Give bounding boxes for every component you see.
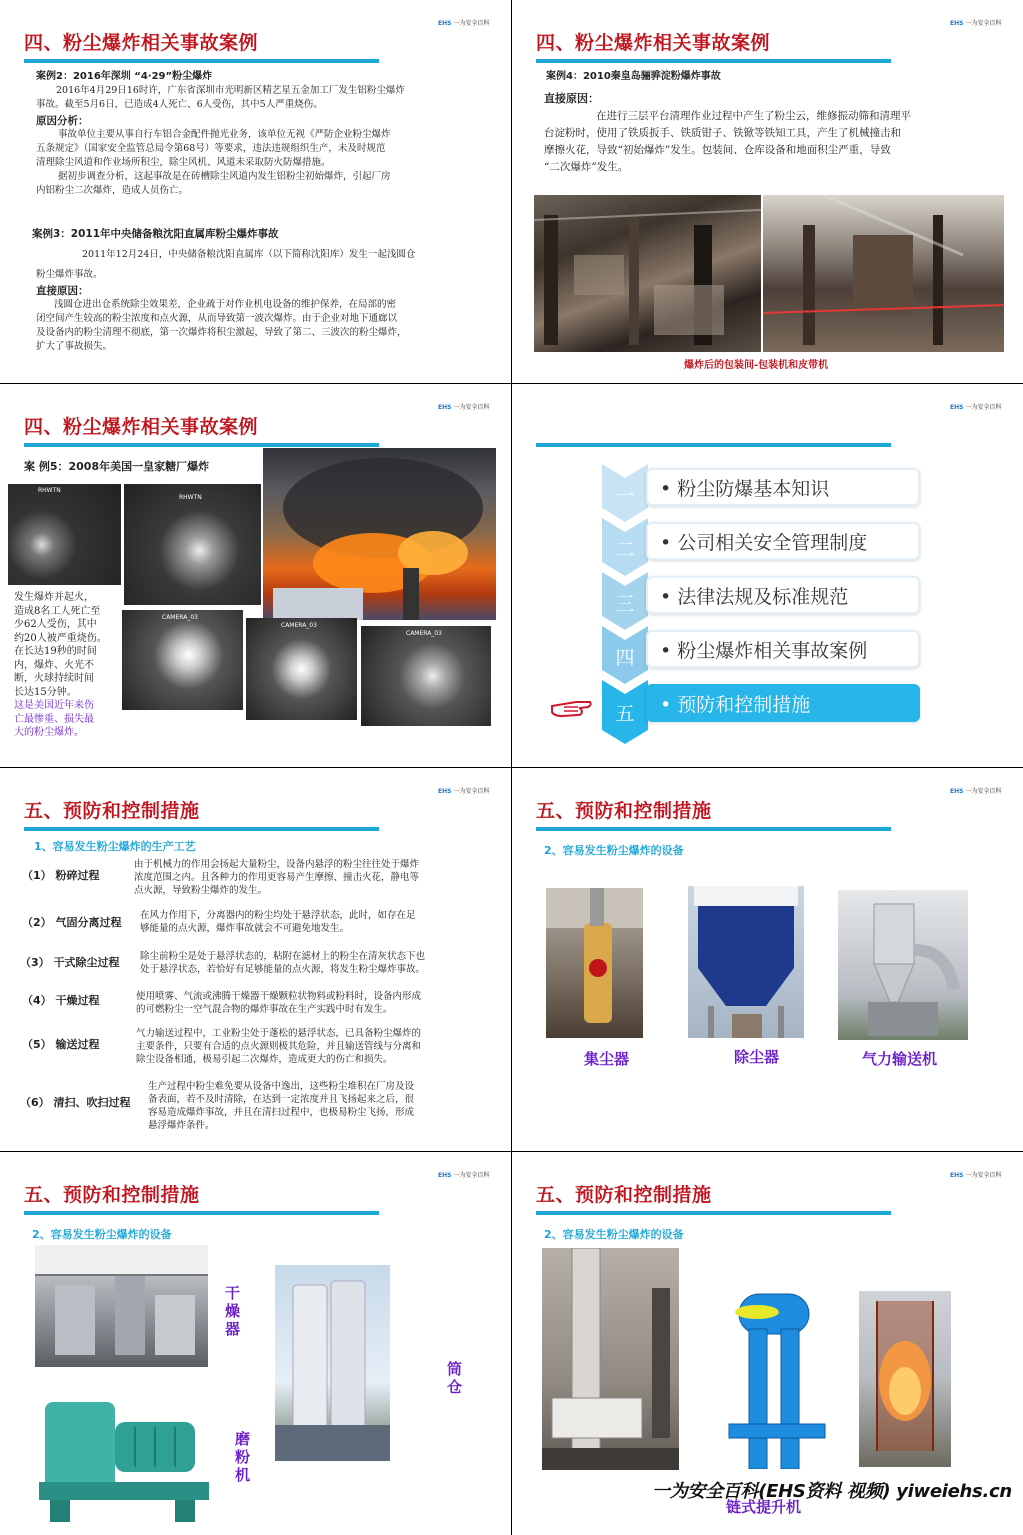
- mill-illustration: [35, 1382, 213, 1522]
- case5-highlight: 这是美国近年来伤: [14, 700, 94, 711]
- logo-mark: EHS: [950, 20, 964, 27]
- cctv-frame: [246, 618, 357, 720]
- agenda-number: 一: [615, 485, 635, 507]
- body-line: 摩擦火花，导致“初始爆炸”发生。包装间、仓库设备和地面积尘严重，导致: [544, 144, 891, 156]
- process-desc: [134, 858, 419, 897]
- title-underline: [24, 827, 379, 831]
- body-line: “二次爆炸”发生。: [544, 161, 629, 173]
- case3-line: 粉尘爆炸事故。: [36, 269, 103, 280]
- fire-illustration: [263, 448, 496, 620]
- section-subtitle: 2、容易发生粉尘爆炸的设备: [32, 1228, 172, 1241]
- cctv-frame: [8, 484, 121, 585]
- silo-illustration: [275, 1265, 390, 1461]
- chain-elevator-illustration: [709, 1274, 842, 1469]
- slide-title: 四、粉尘爆炸相关事故案例: [24, 416, 259, 438]
- equipment-label: 除尘器: [734, 1048, 780, 1066]
- process-label: （6） 清扫、吹扫过程: [20, 1096, 131, 1109]
- cctv-label: CAMERA_03: [281, 622, 317, 629]
- slide-8: [512, 1152, 1023, 1535]
- title-underline: [536, 443, 891, 447]
- equipment-label: 集尘器: [584, 1050, 630, 1068]
- slide-6: [512, 768, 1023, 1151]
- section-subtitle: 1、容易发生粉尘爆炸的生产工艺: [34, 840, 196, 853]
- slide-title: 四、粉尘爆炸相关事故案例: [24, 32, 259, 54]
- section-subtitle: 2、容易发生粉尘爆炸的设备: [544, 1228, 684, 1241]
- process-label: （5） 输送过程: [22, 1038, 100, 1051]
- case2-title: 案例2：2016年深圳 “4·29”粉尘爆炸: [36, 71, 213, 82]
- analysis-line: 五条规定》（国家安全监管总局令第68号）等要求，违法违规组织生产，未及时规范: [36, 143, 386, 154]
- slide-title: 五、预防和控制措施: [536, 1184, 712, 1206]
- direct-line: 浅圆仓进出仓系统除尘效果差，企业疏于对作业机电设备的维护保养，在局部的密: [54, 299, 397, 310]
- case5-text: [14, 591, 107, 740]
- logo-mark: EHS: [438, 788, 452, 795]
- agenda-item-1[interactable]: • 粉尘防爆基本知识: [646, 468, 920, 506]
- logo-text: 一为安全百科: [453, 20, 490, 27]
- process-desc-line: 浓度范围之内。且各种力的作用更容易产生摩擦、撞击火花，静电等: [134, 872, 420, 883]
- analysis-line: 事故单位主要从事自行车铝合金配件抛光业务，该单位无视《严防企业粉尘爆炸: [58, 129, 391, 140]
- analysis-line: 清理除尘风道和作业场所积尘，除尘风机、风道未采取防火防爆措施。: [36, 157, 331, 168]
- ehs-logo: [438, 18, 489, 27]
- cyclone-illustration: [838, 890, 968, 1040]
- case5-line: 在长达19秒的时间: [14, 646, 97, 657]
- cctv-label: CAMERA_03: [162, 614, 198, 621]
- cctv-frame: [361, 626, 491, 726]
- direct-label: 直接原因：: [36, 285, 89, 297]
- case5-highlight: 亡最惨重、损失最: [14, 713, 94, 725]
- agenda-item-3[interactable]: • 法律法规及标准规范: [646, 576, 920, 614]
- slide-title: 五、预防和控制措施: [24, 1184, 200, 1206]
- cctv-frame: [122, 610, 243, 710]
- process-desc: [136, 990, 421, 1016]
- case5-line: 内，爆炸、火光不: [14, 659, 94, 671]
- process-label: （1） 粉碎过程: [22, 869, 100, 882]
- slide-title: 五、预防和控制措施: [536, 800, 712, 822]
- case2-line: 2016年4月29日16时许，广东省深圳市光明新区精艺星五金加工厂发生铝粉尘爆炸: [56, 85, 405, 96]
- bucket-elevator-illustration: [542, 1248, 679, 1470]
- case3-title: 案例3：2011年中央储备粮沈阳直属库粉尘爆炸事故: [32, 228, 279, 240]
- direct-line: 及设备内的粉尘清理不彻底，第一次爆炸将积尘激起，导致了第二、三波次的粉尘爆炸，: [36, 327, 407, 338]
- process-desc: [140, 909, 416, 935]
- process-desc-line: 处于悬浮状态，若恰好有足够能量的点火源，将发生粉尘爆炸事故。: [140, 964, 426, 975]
- logo-mark: EHS: [950, 1172, 964, 1179]
- logo-text: 一为安全百科: [965, 788, 1002, 795]
- ehs-logo: [950, 402, 1001, 411]
- process-desc-line: 生产过程中粉尘难免要从设备中逸出，这些粉尘堆积在厂房及设: [148, 1081, 415, 1092]
- direct-label: 直接原因：: [544, 92, 599, 105]
- title-underline: [536, 827, 891, 831]
- case2-line: 事故。截至5月6日，已造成4人死亡、6人受伤，其中5人严重烧伤。: [36, 99, 323, 110]
- equipment-label-silo: 筒仓: [447, 1360, 463, 1396]
- factory-fire-photo: [263, 448, 496, 620]
- logo-text: 一为安全百科: [453, 788, 490, 795]
- section-subtitle: 2、容易发生粉尘爆炸的设备: [544, 844, 684, 857]
- silo-photo: [275, 1265, 390, 1461]
- process-desc-line: 的可燃粉尘一空气混合物的爆炸事故在生产实践中时有发生。: [136, 1004, 393, 1015]
- slide-2: [512, 0, 1023, 383]
- process-label: （4） 干燥过程: [22, 994, 100, 1007]
- ehs-logo: [950, 786, 1001, 795]
- title-underline: [24, 1211, 379, 1215]
- logo-mark: EHS: [438, 404, 452, 411]
- agenda-number: 五: [615, 703, 635, 725]
- agenda-item-2[interactable]: • 公司相关安全管理制度: [646, 522, 920, 560]
- process-desc: [148, 1080, 414, 1132]
- process-desc-line: 点火源，导致粉尘爆炸的发生。: [134, 885, 268, 896]
- dust-collector-illustration: [546, 888, 643, 1038]
- process-desc-line: 悬浮爆炸条件。: [148, 1120, 215, 1131]
- case4-title: 案例4：2010秦皇岛骊骅淀粉爆炸事故: [546, 71, 721, 82]
- title-underline: [536, 59, 891, 63]
- elevator-photo: [542, 1248, 679, 1470]
- process-desc-line: 备表面，若不及时清除，在达到一定浓度并且飞扬起来之后，很: [148, 1094, 415, 1105]
- elevator-explosion-photo: [859, 1291, 951, 1467]
- slide-1: [0, 0, 511, 383]
- logo-mark: EHS: [950, 788, 964, 795]
- process-desc: [136, 1027, 421, 1066]
- equipment-label-mill: 磨粉机: [235, 1430, 251, 1484]
- case5-line: 发生爆炸并起火，: [14, 592, 94, 603]
- ehs-logo: [438, 786, 489, 795]
- analysis-label: 原因分析：: [36, 115, 89, 127]
- logo-mark: EHS: [950, 404, 964, 411]
- agenda-item-4[interactable]: • 粉尘爆炸相关事故案例: [646, 630, 920, 668]
- ehs-logo: [438, 402, 489, 411]
- slide-3: [0, 384, 511, 767]
- ruined-equipment-illustration: [763, 195, 1004, 352]
- ehs-logo: [438, 1170, 489, 1179]
- dryer-illustration: [35, 1245, 208, 1367]
- slide-5: [0, 768, 511, 1151]
- equipment-label-chain-elevator: 链式提升机: [726, 1498, 802, 1516]
- chain-elevator-diagram: [709, 1274, 842, 1469]
- equipment-label: 气力输送机: [862, 1050, 938, 1068]
- case5-line: 约20人被严重烧伤。: [14, 632, 107, 644]
- analysis-line: 内铝粉尘二次爆炸，造成人员伤亡。: [36, 185, 189, 196]
- ehs-logo: [950, 18, 1001, 27]
- baghouse-illustration: [688, 886, 804, 1038]
- slide-7: [0, 1152, 511, 1535]
- pneumatic-conveyor-photo: [838, 890, 968, 1040]
- case5-title: 案 例5：2008年美国一皇家糖厂爆炸: [24, 460, 210, 473]
- title-underline: [24, 59, 379, 63]
- explosion-aftermath-photo: [534, 195, 761, 352]
- process-desc-line: 由于机械力的作用会扬起大量粉尘，设备内悬浮的粉尘往往处于爆炸: [134, 859, 420, 870]
- body-line: 台淀粉时，使用了铁质扳手、铁质钳子、铁锨等铁知工具，产生了机械撞击和: [544, 127, 901, 139]
- grinder-photo: [35, 1382, 213, 1522]
- title-underline: [536, 1211, 891, 1215]
- logo-text: 一为安全百科: [965, 404, 1002, 411]
- case5-line: 少62人受伤，其中: [14, 619, 97, 630]
- logo-mark: EHS: [438, 20, 452, 27]
- process-desc-line: 容易造成爆炸事故，并且在清扫过程中，也极易粉尘飞扬，形成: [148, 1107, 415, 1118]
- process-label: （3） 干式除尘过程: [20, 956, 120, 969]
- slide-title: 四、粉尘爆炸相关事故案例: [536, 32, 771, 54]
- ehs-logo: [950, 1170, 1001, 1179]
- equipment-label-dryer: 干燥器: [225, 1284, 241, 1338]
- cctv-frame: [124, 484, 261, 605]
- case5-highlight: 大的粉尘爆炸。: [14, 727, 84, 738]
- process-desc-line: 够能量的点火源，爆炸事故就会不可避免地发生。: [140, 923, 350, 934]
- pointing-hand-icon: [550, 696, 592, 720]
- logo-text: 一为安全百科: [453, 1172, 490, 1179]
- cctv-label: RHWTN: [38, 487, 61, 494]
- dryer-photo: [35, 1245, 208, 1367]
- slide-title: 五、预防和控制措施: [24, 800, 200, 822]
- logo-mark: EHS: [438, 1172, 452, 1179]
- logo-text: 一为安全百科: [453, 404, 490, 411]
- process-desc-line: 除尘设备相通，极易引起二次爆炸，造成更大的伤亡和损失。: [136, 1054, 393, 1065]
- tower-explosion-illustration: [859, 1291, 951, 1467]
- slide-4-agenda: [512, 384, 1023, 767]
- case5-line: 断，火球持续时间: [14, 673, 94, 684]
- process-desc-line: 气力输送过程中，工业粉尘处于蓬松的悬浮状态，已具备粉尘爆炸的: [136, 1028, 422, 1039]
- process-label: （2） 气固分离过程: [22, 916, 122, 929]
- ruined-room-illustration: [534, 195, 761, 352]
- explosion-aftermath-photo: [763, 195, 1004, 352]
- logo-text: 一为安全百科: [965, 20, 1002, 27]
- direct-line: 扩大了事故损失。: [36, 341, 113, 352]
- process-desc: [140, 950, 425, 976]
- agenda-number: 四: [615, 647, 635, 669]
- cctv-label: RHWTN: [179, 494, 202, 501]
- dust-collector-photo: [546, 888, 643, 1038]
- photo-caption: 爆炸后的包装间-包装机和皮带机: [684, 360, 829, 371]
- analysis-line: 据初步调查分析，这起事故是在砖槽除尘风道内发生铝粉尘初始爆炸，引起厂房: [58, 171, 391, 182]
- watermark-text: 一为安全百科(EHS资料 视频) yiweiehs.cn: [652, 1481, 1012, 1502]
- case5-line: 造成8名工人死亡至: [14, 605, 101, 617]
- process-desc-line: 主要条件，只要有合适的点火源则极其危险，并且输送管线与分离和: [136, 1041, 422, 1052]
- agenda-item-5-active[interactable]: • 预防和控制措施: [646, 684, 920, 722]
- title-underline: [24, 443, 379, 447]
- agenda-number: 二: [615, 539, 635, 561]
- logo-text: 一为安全百科: [965, 1172, 1002, 1179]
- process-desc-line: 除尘前粉尘是处于悬浮状态的，粘附在滤材上的粉尘在清灰状态下也: [140, 951, 426, 962]
- case5-line: 长达15分钟。: [14, 686, 77, 698]
- cctv-label: CAMERA_03: [406, 630, 442, 637]
- process-desc-line: 使用喷雾、气流或沸腾干燥器干燥颗粒状物料或粉料时，设备内形成: [136, 991, 422, 1002]
- process-desc-line: 在风力作用下，分离器内的粉尘均处于悬浮状态，此时，如存在足: [140, 910, 416, 921]
- case3-line: 2011年12月24日，中央储备粮沈阳直属库（以下简称沈阳库）发生一起浅圆仓: [82, 249, 416, 260]
- dust-remover-photo: [688, 886, 804, 1038]
- direct-line: 闭空间产生较高的粉尘浓度和点火源，从而导致第一波次爆炸。由于企业对地下通廊以: [36, 313, 398, 324]
- agenda-number: 三: [615, 593, 635, 615]
- body-line: 在进行三层平台清理作业过程中产生了粉尘云，维修振动筛和清理平: [596, 110, 911, 122]
